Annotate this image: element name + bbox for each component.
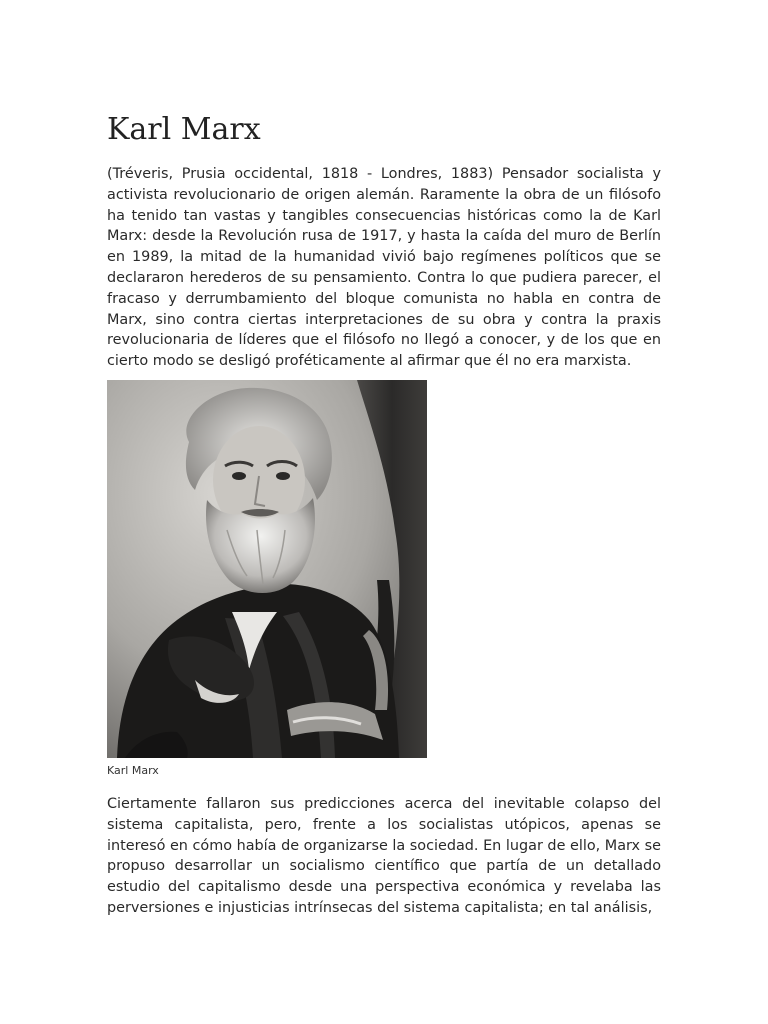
- image-caption: Karl Marx: [107, 764, 159, 777]
- article-title: Karl Marx: [107, 112, 261, 147]
- article-paragraph-1: (Tréveris, Prusia occidental, 1818 - Londres, 1883) Pensador socialista y activista revolucionario de origen alemán. Raramente la obra de un filósofo ha tenido tan vastas y tangibles consecuencias históricas como la de Karl Marx: desde la Revolución rusa de 1917, y hasta la caída del muro de Berlín en 1989, la mitad de la humanidad vivió bajo regímenes políticos que se declararon herederos de su pensamiento. Contra lo que pudiera parecer, el fracaso y derrumbamiento del bloque comunista no habla en contra de Marx, sino contra ciertas interpretaciones de su obra y contra la praxis revolucionaria de líderes que el filósofo no llegó a conocer, y de los que en cierto modo se desligó proféticamente al afirmar que él no era marxista.: [107, 166, 661, 370]
- portrait-photo: [107, 380, 427, 758]
- article-paragraph-2: Ciertamente fallaron sus predicciones acerca del inevitable colapso del sistema capitalista, pero, frente a los socialistas utópicos, apenas se interesó en cómo había de organizarse la sociedad. En lugar de ello, Marx se propuso desarrollar un socialismo científico que partía de un detallado estudio del capitalismo desde una perspectiva económica y revelaba las perversiones e injusticias intrínsecas del sistema capitalista; en tal análisis,: [107, 796, 662, 916]
